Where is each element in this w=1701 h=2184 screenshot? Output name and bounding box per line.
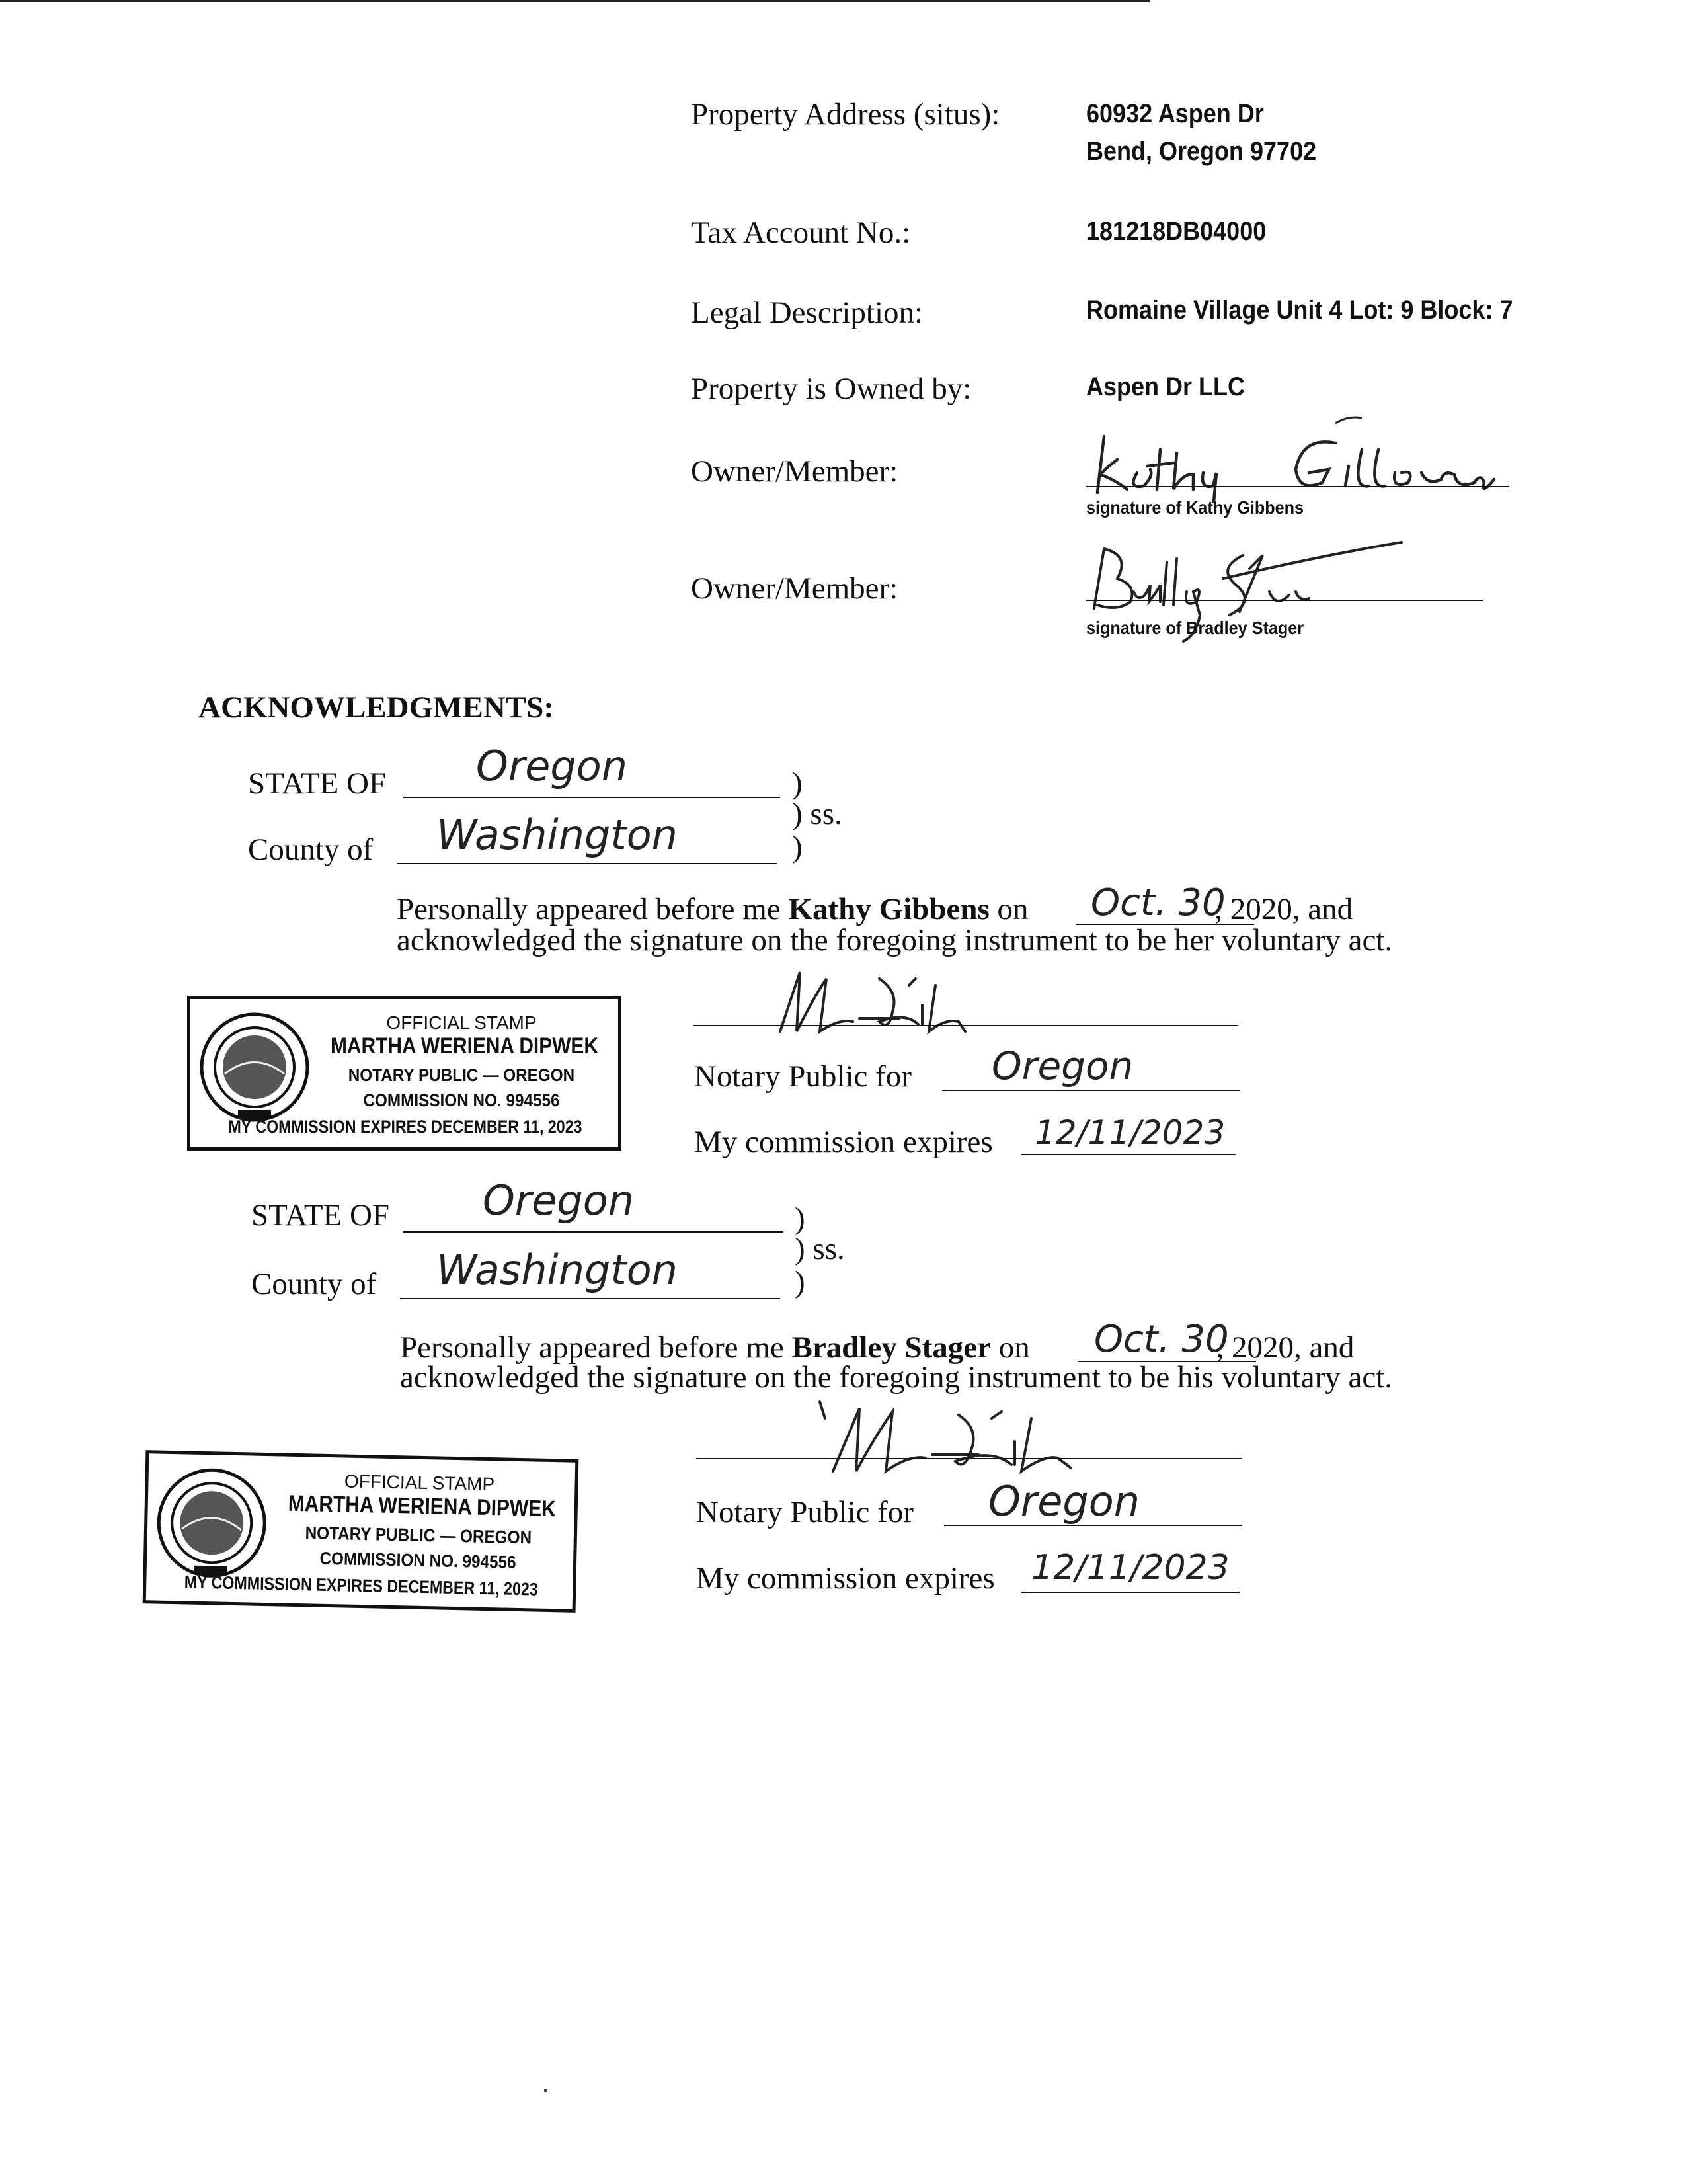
notary-for-label-1: Notary Public for [694,1059,912,1094]
expires-line-1 [1021,1154,1236,1155]
legal-label: Legal Description: [691,296,924,330]
notary-for-value-1: Oregon [992,1043,1134,1088]
sig2-caption: signature of Bradley Stager [1086,618,1304,638]
appeared-year-2: , 2020, and [1216,1330,1355,1365]
notary-stamp-2 [143,1450,579,1613]
notary-for-line-2 [944,1525,1242,1526]
stamp-1-line2: MARTHA WERIENA DIPWEK [331,1033,599,1059]
oregon-seal-icon [154,1466,269,1581]
notary-stamp-1 [187,996,621,1151]
appeared-prefix-2: Personally appeared before me [400,1330,792,1365]
owner-member-label-2: Owner/Member: [691,571,898,606]
expires-value-2: 12/11/2023 [1031,1548,1230,1588]
sig2-line [1086,600,1483,601]
address-line2: Bend, Oregon 97702 [1086,137,1317,166]
expires-value-1: 12/11/2023 [1035,1113,1226,1152]
county-line-1 [397,863,777,864]
address-label: Property Address (situs): [691,97,1000,132]
notary-for-line-1 [942,1090,1240,1091]
county-label-1: County of [248,832,374,867]
notary-signature-1 [747,959,1038,1045]
legal-value: Romaine Village Unit 4 Lot: 9 Block: 7 [1086,296,1513,325]
state-value-2: Oregon [483,1176,635,1225]
county-label-2: County of [251,1267,377,1301]
owner-member-label-1: Owner/Member: [691,454,898,489]
appeared-person-2: Bradley Stager [791,1330,991,1365]
notary-sig-line-1 [693,1025,1238,1026]
state-line-1 [403,797,780,798]
stamp-2-line3: NOTARY PUBLIC — OREGON [305,1523,532,1548]
notary-signature-2 [793,1389,1150,1481]
ss-2: ) ss. [795,1232,845,1266]
date-value-1: Oct. 30 [1091,881,1226,924]
address-line1: 60932 Aspen Dr [1086,99,1264,128]
paren-2b: ) [795,1265,805,1299]
county-value-2: Washington [436,1246,678,1294]
ack-line2-1: acknowledged the signature on the foregoing instrument to be her voluntary act. [397,923,1393,957]
ss-1: ) ss. [792,797,842,831]
sig1-line [1086,486,1509,487]
stamp-1-line5: MY COMMISSION EXPIRES DECEMBER 11, 2023 [228,1117,582,1137]
state-label-2: STATE OF [251,1198,390,1233]
scan-speck [544,2089,547,2092]
appeared-person-1: Kathy Gibbens [788,892,990,926]
state-line-2 [403,1231,783,1233]
notary-for-label-2: Notary Public for [696,1495,914,1529]
state-value-1: Oregon [476,742,628,790]
tax-value: 181218DB04000 [1086,217,1267,246]
stamp-1-line1: OFFICIAL STAMP [386,1012,537,1033]
appeared-on-2: on [991,1330,1038,1365]
notary-sig-line-2 [696,1458,1242,1459]
county-line-2 [400,1298,780,1299]
appeared-year-1: , 2020, and [1214,892,1353,926]
date-value-2: Oct. 30 [1094,1318,1229,1361]
county-value-1: Washington [436,811,678,859]
notary-for-value-2: Oregon [988,1477,1140,1525]
state-label-1: STATE OF [248,766,387,801]
stamp-2-line4: COMMISSION NO. 994556 [319,1548,516,1572]
stamp-1-line3: NOTARY PUBLIC — OREGON [348,1065,575,1085]
paren-1b: ) [792,830,803,864]
expires-line-2 [1021,1592,1240,1593]
stamp-1-line4: COMMISSION NO. 994556 [363,1090,560,1110]
paren-2a: ) [795,1201,805,1236]
stamp-2-line1: OFFICIAL STAMP [344,1471,495,1495]
stamp-2-line2: MARTHA WERIENA DIPWEK [288,1490,557,1522]
acknowledgments-heading: ACKNOWLEDGMENTS: [198,690,554,725]
stamp-2-line5: MY COMMISSION EXPIRES DECEMBER 11, 2023 [184,1572,539,1599]
scan-top-edge [0,0,1150,2]
owned-value: Aspen Dr LLC [1086,372,1246,401]
owned-label: Property is Owned by: [691,372,972,406]
paren-1a: ) [792,766,803,801]
ack-line2-2: acknowledged the signature on the foregoing instrument to be his voluntary act. [400,1360,1392,1395]
appeared-prefix-1: Personally appeared before me [397,892,789,926]
expires-label-2: My commission expires [696,1561,995,1596]
expires-label-1: My commission expires [694,1125,993,1159]
appeared-on-1: on [989,892,1037,926]
oregon-seal-icon [198,1011,311,1123]
tax-label: Tax Account No.: [691,216,911,250]
sig1-caption: signature of Kathy Gibbens [1086,497,1304,518]
